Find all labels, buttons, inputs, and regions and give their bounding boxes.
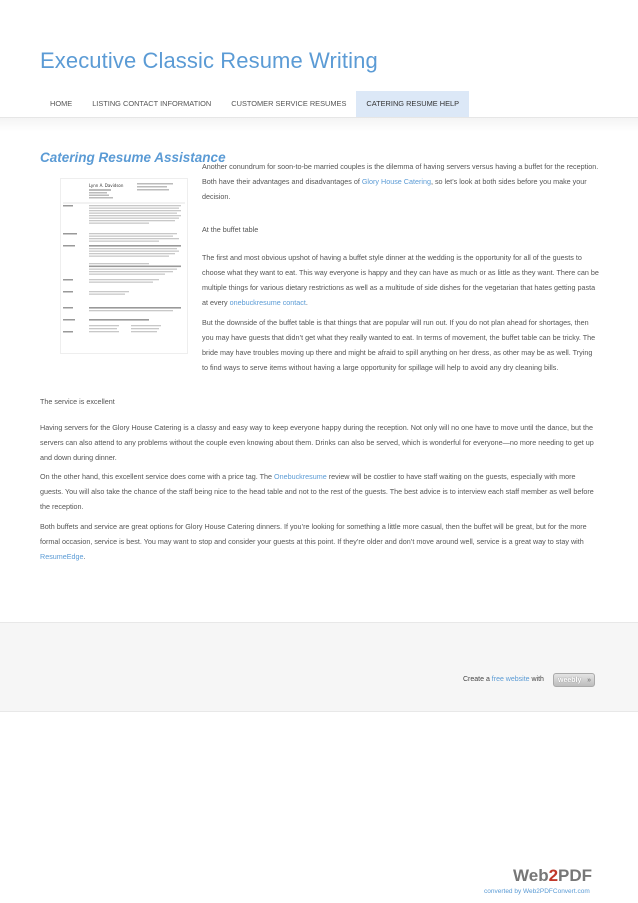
intro-paragraph-1 xyxy=(202,159,600,204)
resume-sample-image xyxy=(60,178,188,354)
p7-text-end: review will be costlier to have staff waiting on the guests, especially with more guests. You will also take the chance of the staff being nice to the head table and not to the rest of the guests. The best advice is to interview each staff member as well before the reception. xyxy=(40,472,594,511)
credit-text-start: Create a xyxy=(463,676,492,683)
footer xyxy=(0,622,638,712)
p3-text-start: The first and most obvious upshot of having a buffet style dinner at the wedding is the opportunity for all of the guests to choose what they want to eat. This way everyone is happy and they can have as much or as little as they want. There can be multiple things for various dietary restrictions as well as a multitude of side dishes for the vegetarian that hates getting pasta at every xyxy=(202,253,599,307)
p1-text-end: , so let’s look at both sides before you make your decision. xyxy=(202,177,587,201)
body-paragraph-8 xyxy=(40,519,600,564)
p8-text-end: . xyxy=(83,552,86,561)
p3-text-end: . xyxy=(305,298,308,307)
weebly-badge-label: weebly xyxy=(558,677,582,684)
header-divider-band xyxy=(0,117,638,132)
body-paragraph-7 xyxy=(40,469,600,514)
service-subheading: The service is excellent xyxy=(40,397,115,406)
logo-pdf-text: PDF xyxy=(558,866,593,885)
intro-paragraph-4 xyxy=(202,315,600,375)
p6-text: Having servers for the Glory House Catering is a classy and easy way to keep everyone happy during the reception. Not only will no one have to move until the dance, but the servers can also attend to any problems without the couple even knowing about them. Drinks can also be served, which is wonderful for everyone—no more needing to get up and down during dinner. xyxy=(40,423,594,462)
buffet-subheading: At the buffet table xyxy=(202,225,259,234)
nav-item-catering-resume-help[interactable]: CATERING RESUME HELP xyxy=(356,91,469,117)
p4-text: But the downside of the buffet table is that things that are popular will run out. If you do not plan ahead for shortages, then you may have guests that didn’t get what they really wanted to eat. In terms of movement, the buffet table can be tricky. The bride may have troubles moving up there and might be afraid to spill anything on her dress, as other may be as well. Trying to find ways to serve items without having a large opportunity for spillage will help to avoid any dry cleaning bills. xyxy=(202,318,596,372)
nav-item-listing-contact[interactable]: LISTING CONTACT INFORMATION xyxy=(92,99,212,108)
web2pdf-logo xyxy=(513,866,603,888)
logo-two-text: 2 xyxy=(548,866,559,885)
weebly-badge-button[interactable] xyxy=(553,673,595,687)
nav-item-home[interactable]: HOME xyxy=(50,99,73,108)
p7-text-start: On the other hand, this excellent service does come with a price tag. The xyxy=(40,472,274,481)
resumeedge-link[interactable]: ResumeEdge xyxy=(40,552,84,561)
body-paragraph-5 xyxy=(40,394,600,409)
footer-credit xyxy=(463,676,544,683)
chevron-right-icon: » xyxy=(587,677,591,684)
resume-sample-graphic xyxy=(61,179,187,353)
body-paragraph-6 xyxy=(40,420,600,465)
p8-text-start: Both buffets and service are great options for Glory House Catering dinners. If you’re looking for something a little more casual, then the buffet will be great, but for the more formal occasion, service is best. You may want to stop and consider your guests at this point. If they’re older and don’t move around well, service is a great way to stay with xyxy=(40,522,587,546)
onebuckresume-link[interactable]: Onebuckresume xyxy=(274,472,327,481)
converted-by-link[interactable]: converted by Web2PDFConvert.com xyxy=(484,888,590,895)
nav-item-customer-service[interactable]: CUSTOMER SERVICE RESUMES xyxy=(231,99,347,108)
intro-paragraph-3 xyxy=(202,250,600,310)
intro-paragraph-2 xyxy=(202,222,600,237)
onebuckresume-contact-link[interactable]: onebuckresume contact xyxy=(229,298,306,307)
site-title[interactable]: Executive Classic Resume Writing xyxy=(40,48,378,73)
page-title: Catering Resume Assistance xyxy=(40,150,226,165)
p1-text-start: Another conundrum for soon-to-be married couples is the dilemma of having servers versus having a buffet for the reception. Both have their advantages and disadvantages of xyxy=(202,162,599,186)
credit-text-end: with xyxy=(529,676,544,683)
main-nav xyxy=(40,91,469,117)
logo-web-text: Web xyxy=(513,866,549,885)
free-website-link[interactable]: free website xyxy=(491,676,530,683)
glory-house-catering-link[interactable]: Glory House Catering xyxy=(361,177,431,186)
resume-name-line: Lynn A. Davidson xyxy=(89,183,124,188)
